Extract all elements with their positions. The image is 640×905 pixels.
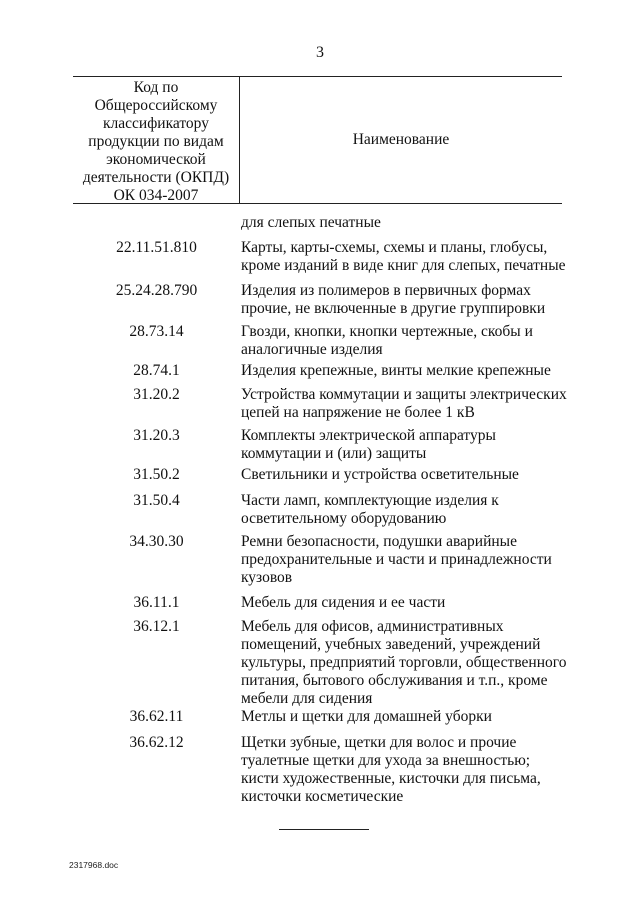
row-name-line: кроме изданий в виде книг для слепых, печатные (241, 257, 566, 274)
page-number: 3 (316, 44, 324, 61)
row-name-line: помещений, учебных заведений, учреждений (241, 636, 541, 653)
row-code: 31.20.2 (133, 386, 180, 403)
row-code: 28.74.1 (133, 362, 180, 379)
row-name (241, 239, 571, 275)
row-name (241, 594, 571, 612)
row-name-line: Изделия из полимеров в первичных формах (241, 282, 531, 299)
row-code: 22.11.51.810 (116, 239, 197, 256)
row-code: 28.73.14 (129, 323, 184, 340)
row-name (241, 492, 571, 528)
header-code-line: Код по (133, 79, 179, 96)
header-code-line: Общероссийскому (94, 97, 218, 114)
header-code-column (73, 77, 240, 203)
header-name-label: Наименование (352, 131, 450, 148)
row-name (241, 618, 571, 708)
row-name-line: Ремни безопасности, подушки аварийные (241, 533, 517, 550)
row-name-line: аналогичные изделия (241, 341, 383, 358)
row-code: 31.50.2 (133, 466, 180, 483)
row-name (241, 427, 571, 463)
row-name-line: мебели для сидения (241, 690, 373, 707)
row-name-line: Гвозди, кнопки, кнопки чертежные, скобы и (241, 323, 533, 340)
header-code-line: классификатору (103, 115, 209, 132)
row-code: 25.24.28.790 (115, 282, 198, 299)
end-divider (279, 829, 369, 830)
row-name-line: Части ламп, комплектующие изделия к (241, 492, 499, 509)
row-name (241, 282, 571, 318)
row-name-line: Мебель для офисов, административных (241, 618, 504, 635)
row-code: 36.12.1 (133, 618, 180, 635)
row-name (241, 386, 571, 422)
row-code: 36.11.1 (133, 594, 180, 611)
row-code: 36.62.12 (129, 734, 184, 751)
row-name-line: Светильники и устройства осветительные (241, 466, 519, 483)
row-name-line: кисти художественные, кисточки для письма, (241, 770, 541, 787)
document-reference: 2317968.doc (69, 860, 119, 870)
header-code-line: экономической (106, 151, 206, 168)
row-name-line: культуры, предприятий торговли, общественного (241, 654, 567, 671)
row-name-line: кузовов (241, 569, 293, 586)
row-name-line: цепей на напряжение не более 1 кВ (241, 404, 475, 421)
row-name-line: осветительному оборудованию (241, 510, 447, 527)
row-name (241, 466, 571, 484)
row-code: 34.30.30 (129, 533, 184, 550)
row-name-line: предохранительные и части и принадлежности (241, 551, 552, 568)
row-name-line: Щетки зубные, щетки для волос и прочие (241, 734, 517, 751)
header-code-line: ОК 034-2007 (113, 187, 199, 204)
row-name (241, 708, 571, 726)
row-name-line: питания, бытового обслуживания и т.п., кроме (241, 672, 548, 689)
row-name-line: туалетные щетки для ухода за внешностью; (241, 752, 531, 769)
row-name (241, 323, 571, 359)
header-name-column (240, 77, 562, 203)
row-name-line: Карты, карты-схемы, схемы и планы, глобусы, (241, 239, 548, 256)
row-name-line: Изделия крепежные, винты мелкие крепежные (241, 362, 551, 379)
header-code-line: продукции по видам (88, 133, 224, 150)
row-code: 36.62.11 (129, 708, 184, 725)
row-name (241, 734, 571, 806)
continuation-text: для слепых печатные (241, 214, 381, 231)
row-name-line: Мебель для сидения и ее части (241, 594, 446, 611)
row-name-line: коммутации и (или) защиты (241, 445, 427, 462)
row-name (241, 533, 571, 587)
row-name-line: Устройства коммутации и защиты электрических (241, 386, 567, 403)
row-name-line: кисточки косметические (241, 788, 404, 805)
header-code-line: деятельности (ОКПД) (82, 169, 230, 186)
row-code: 31.50.4 (133, 492, 180, 509)
row-name-line: Комплекты электрической аппаратуры (241, 427, 496, 444)
row-name-line: прочие, не включенные в другие группировки (241, 300, 546, 317)
row-code: 31.20.3 (133, 427, 180, 444)
row-name (241, 362, 571, 380)
table-header (73, 76, 562, 204)
row-name-line: Метлы и щетки для домашней уборки (241, 708, 492, 725)
